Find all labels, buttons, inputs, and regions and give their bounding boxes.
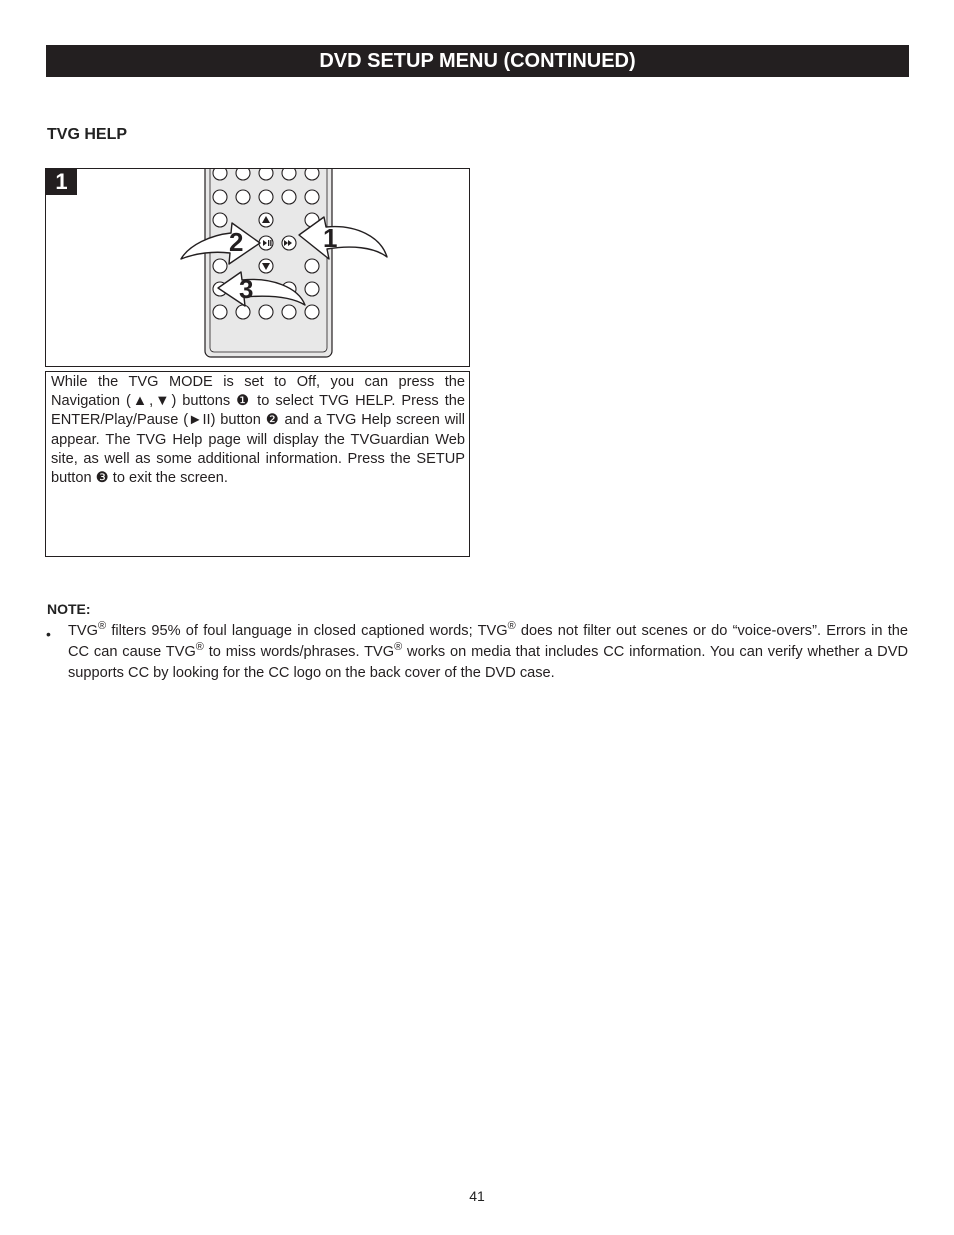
note-tvg: TVG bbox=[477, 623, 508, 639]
page-header-banner bbox=[46, 45, 909, 77]
note-text-part: works on media that includes CC information. You can verify whether a DVD supports CC by looking for the CC logo on the back cover of the DVD case. bbox=[68, 644, 908, 681]
note-label: NOTE: bbox=[47, 601, 91, 617]
note-bullet: • bbox=[46, 626, 51, 642]
note-text-part: to miss words/phrases. bbox=[203, 644, 365, 660]
instructions-box bbox=[45, 371, 470, 557]
step-number-badge: 1 bbox=[46, 169, 77, 195]
play-pause-button-icon bbox=[259, 236, 273, 250]
up-arrow-button-icon bbox=[259, 213, 273, 227]
note-text-part: does not filter out scenes or do “voice-overs”. Errors in the CC can cause bbox=[68, 623, 908, 660]
callout-number-3: 3 bbox=[239, 274, 254, 304]
registered-mark: ® bbox=[98, 620, 107, 633]
note-tvg: TVG bbox=[364, 644, 395, 660]
page-number: 41 bbox=[469, 1188, 485, 1204]
callout-number-1: 1 bbox=[323, 223, 338, 253]
note-text bbox=[68, 621, 908, 684]
fast-forward-button-icon bbox=[282, 236, 296, 250]
registered-mark: ® bbox=[507, 620, 516, 633]
remote-control-illustration bbox=[46, 169, 469, 366]
registered-mark: ® bbox=[195, 641, 204, 654]
note-tvg: TVG bbox=[165, 644, 196, 660]
down-arrow-button-icon bbox=[259, 259, 273, 273]
note-tvg: TVG bbox=[68, 623, 98, 639]
callout-number-2: 2 bbox=[229, 227, 244, 257]
section-title: TVG HELP bbox=[47, 126, 128, 143]
instructions-text: While the TVG MODE is set to Off, you can press the Navigation (▲,▼) buttons ❶ to select TVG HELP. Press the ENTER/Play/Pause (►II) button ❷ and a TVG Help screen will appear. The TVG Help page will display the TVGuardian Web site, as well as some additional information. Press the SETUP button ❸ to exit the screen. bbox=[51, 374, 465, 487]
note-text-part: filters 95% of foul language in closed captioned words; bbox=[106, 623, 478, 639]
page-title: DVD SETUP MENU (CONTINUED) bbox=[319, 50, 636, 72]
registered-mark: ® bbox=[394, 641, 403, 654]
remote-illustration-panel bbox=[45, 168, 470, 367]
